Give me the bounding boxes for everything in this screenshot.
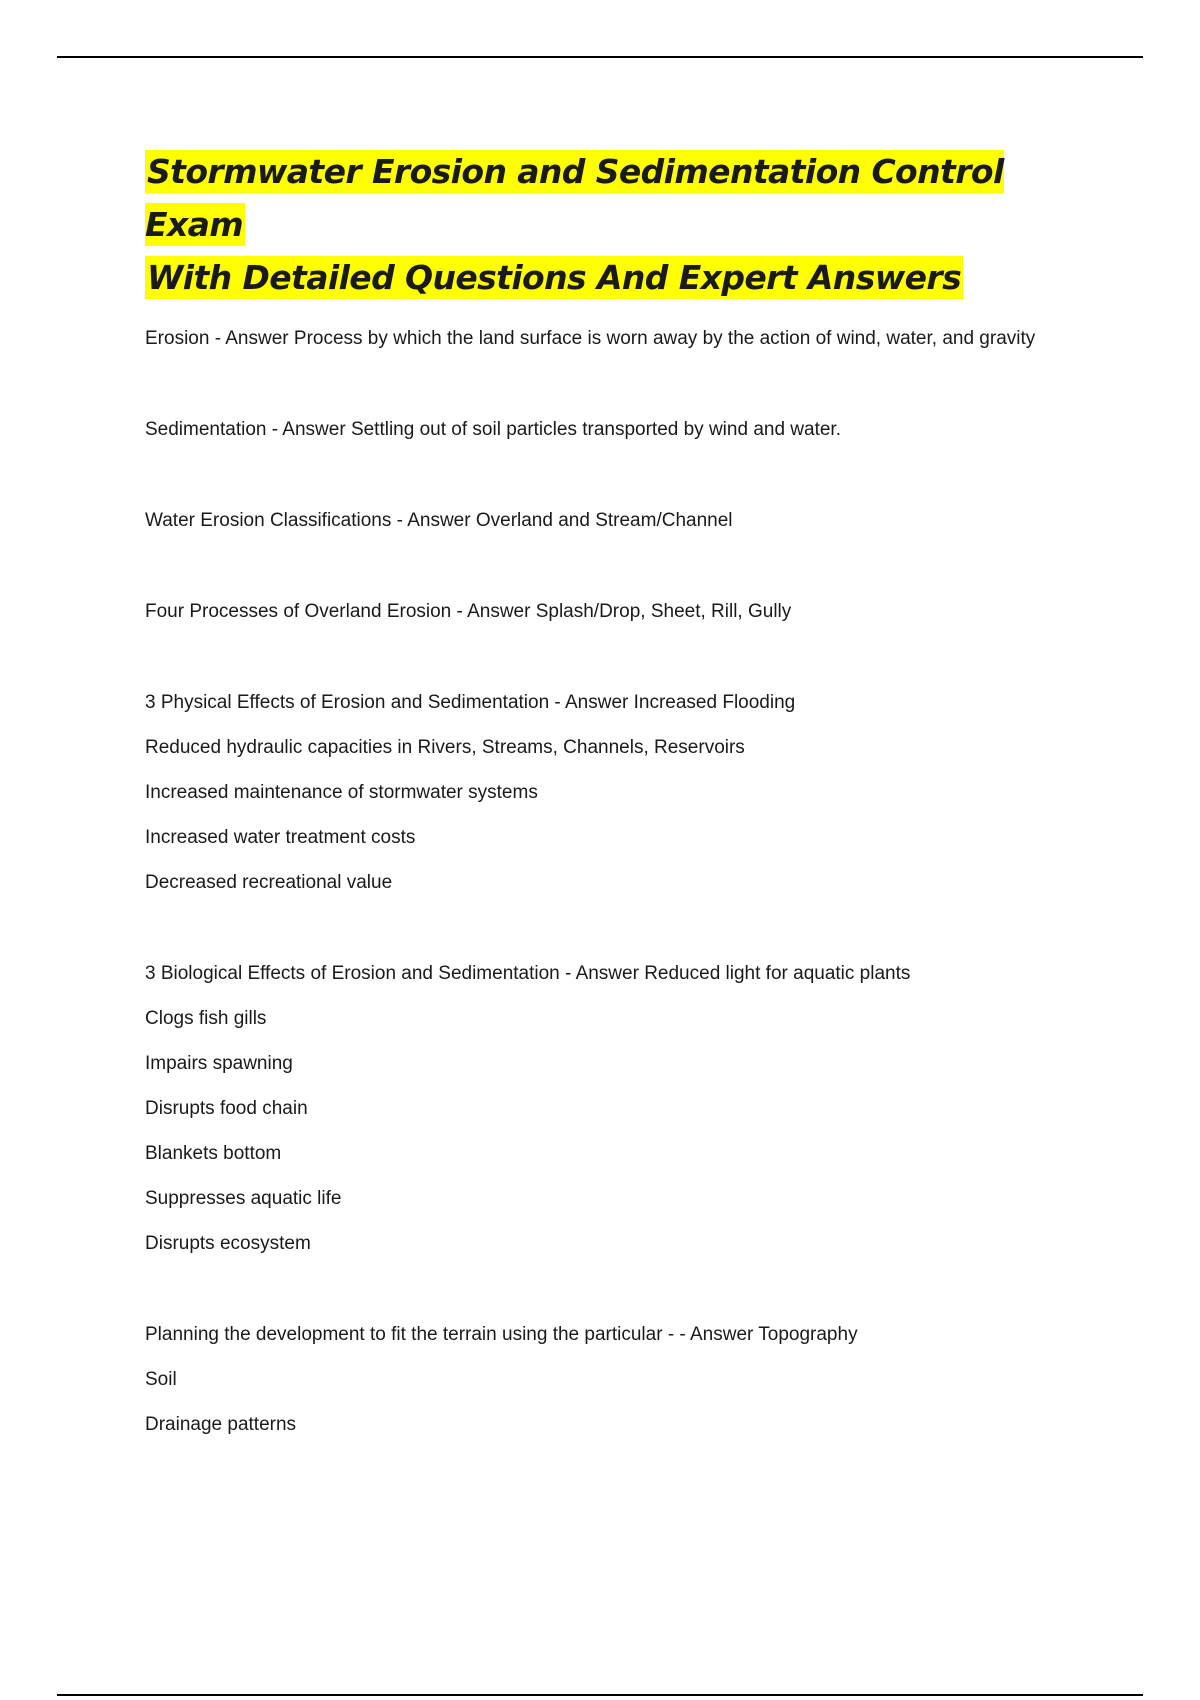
- qa-continuation: Disrupts ecosystem: [145, 1233, 311, 1254]
- qa-continuation: Disrupts food chain: [145, 1098, 308, 1119]
- qa-term: Four Processes of Overland Erosion - Answer Splash/Drop, Sheet, Rill, Gully: [145, 601, 792, 622]
- qa-term: Water Erosion Classifications - Answer Overland and Stream/Channel: [145, 510, 733, 531]
- qa-continuation: Blankets bottom: [145, 1143, 282, 1164]
- qa-continuation: Impairs spawning: [145, 1053, 293, 1074]
- qa-continuation: Increased maintenance of stormwater systems: [145, 782, 538, 803]
- qa-term: 3 Physical Effects of Erosion and Sedimentation - Answer Increased Flooding: [145, 692, 796, 713]
- qa-continuation: Increased water treatment costs: [145, 827, 416, 848]
- qa-continuation: Drainage patterns: [145, 1414, 297, 1435]
- document-title: [145, 145, 1045, 304]
- qa-continuation: Suppresses aquatic life: [145, 1188, 342, 1209]
- qa-item-planning-terrain: [145, 1320, 1045, 1439]
- title-line-2: With Detailed Questions And Expert Answers: [147, 258, 962, 297]
- qa-term: Sedimentation - Answer Settling out of soil particles transported by wind and water.: [145, 419, 841, 440]
- qa-continuation: Reduced hydraulic capacities in Rivers, Streams, Channels, Reservoirs: [145, 737, 745, 758]
- qa-item-water-erosion: [145, 506, 1045, 535]
- qa-item-biological-effects: [145, 959, 1045, 1258]
- qa-item-physical-effects: [145, 688, 1045, 897]
- qa-item-sedimentation: [145, 415, 1045, 444]
- qa-item-erosion: [145, 324, 1045, 353]
- qa-continuation: Decreased recreational value: [145, 872, 393, 893]
- header-rule: [57, 56, 1143, 58]
- qa-continuation: Soil: [145, 1369, 177, 1390]
- title-line-1: Stormwater Erosion and Sedimentation Control Exam: [145, 152, 1004, 244]
- qa-term: Erosion - Answer Process by which the land surface is worn away by the action of wind, water, and gravity: [145, 328, 1036, 349]
- qa-item-overland-erosion: [145, 597, 1045, 626]
- footer-rule: [57, 1694, 1143, 1696]
- document-body: [145, 145, 1045, 1439]
- qa-continuation: Clogs fish gills: [145, 1008, 267, 1029]
- qa-term: 3 Biological Effects of Erosion and Sedimentation - Answer Reduced light for aquatic plants: [145, 963, 911, 984]
- qa-term: Planning the development to fit the terrain using the particular - - Answer Topography: [145, 1324, 858, 1345]
